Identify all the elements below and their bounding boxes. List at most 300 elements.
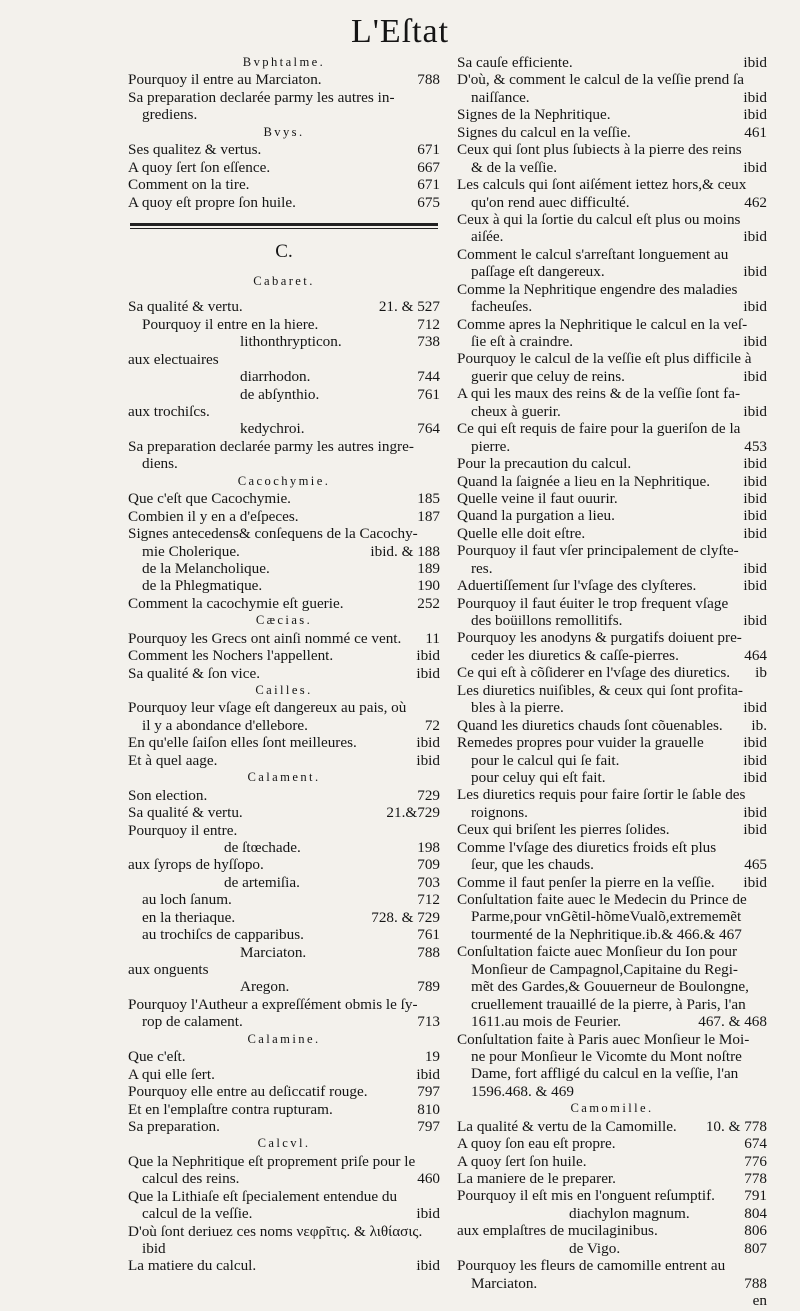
page-reference: 738 xyxy=(417,333,440,351)
index-entry xyxy=(457,926,767,943)
entry-text: Pourquoy leur vſage eſt dangereux au pais, où xyxy=(128,699,407,717)
index-entry xyxy=(128,961,440,978)
page-reference: 674 xyxy=(744,1135,767,1153)
page-reference: ibid xyxy=(743,472,767,490)
entry-text: Ceux qui briſent les pierres ſolides. ibid xyxy=(457,821,767,839)
index-entry xyxy=(457,124,767,141)
page-reference: ibid xyxy=(743,524,767,542)
page-reference: ibid. & 188 xyxy=(370,542,440,560)
index-entry xyxy=(128,159,440,176)
page-reference: 703 xyxy=(417,873,440,891)
entry-text: mẽt des Gardes,& Gouuerneur de Boulongne, xyxy=(471,978,749,996)
entry-text: aiſée. ibid xyxy=(471,228,767,246)
entry-text: Et en l'emplaſtre contra rupturam. 810 xyxy=(128,1100,440,1118)
entry-text: de la Melancholique. 189 xyxy=(142,559,440,577)
index-heading: Bvys. xyxy=(263,124,305,139)
entry-text: Comment la cacochymie eſt guerie. 252 xyxy=(128,594,440,612)
index-entry xyxy=(128,1013,440,1030)
index-entry xyxy=(128,1170,440,1187)
index-entry xyxy=(457,786,767,803)
page-reference: 797 xyxy=(417,1083,440,1101)
page-reference: 712 xyxy=(417,315,440,333)
page-reference: 789 xyxy=(417,978,440,996)
entry-text: de la Phlegmatique. 190 xyxy=(142,577,440,595)
index-entry xyxy=(128,89,440,106)
entry-text: calcul de la veſſie. ibid xyxy=(142,1205,440,1223)
index-entry xyxy=(128,699,440,716)
index-entry xyxy=(128,1188,440,1205)
index-entry xyxy=(457,159,767,176)
page-reference: 453 xyxy=(744,437,767,455)
entry-text: Pourquoy le calcul de la veſſie eſt plus difficile à xyxy=(457,350,752,368)
index-entry xyxy=(457,1187,767,1204)
page-reference: ibid xyxy=(743,577,767,595)
index-entry xyxy=(457,699,767,716)
entry-text: Ce qui eſt à cõſiderer en l'vſage des diuretics. ib xyxy=(457,664,767,682)
page-reference: ibid xyxy=(743,367,767,385)
entry-text: La maniere de le preparer. 778 xyxy=(457,1170,767,1187)
entry-text: Quelle elle doit eſtre. ibid xyxy=(457,524,767,542)
index-entry xyxy=(128,141,440,158)
page-reference: 467. & 468 xyxy=(698,1013,767,1031)
entry-text: Pourquoy il entre. xyxy=(128,821,238,839)
index-entry xyxy=(457,891,767,908)
entry-text: mie Cholerique. ibid. & 188 xyxy=(142,542,440,560)
entry-text: au loch ſanum. 712 xyxy=(142,891,440,909)
page-reference: ibid xyxy=(743,873,767,891)
index-heading: Cabaret. xyxy=(253,273,315,288)
entry-text: Aregon. 789 xyxy=(240,978,440,996)
index-entry xyxy=(457,176,767,193)
entry-text: Ceux à qui la ſortie du calcul eſt plus ou moins xyxy=(457,210,741,228)
letter-heading: C. xyxy=(275,240,293,262)
entry-text: diens. xyxy=(142,455,178,473)
index-entry xyxy=(128,856,440,873)
index-entry xyxy=(128,1205,440,1222)
entry-text: Que la Lithiaſe eſt ſpecialement entendue du xyxy=(128,1187,398,1205)
entry-text: lithonthrypticon. 738 xyxy=(240,333,440,351)
entry-text: Pourquoy elle entre au deſiccatif rouge. 797 xyxy=(128,1083,440,1101)
entry-text: Sa qualité & vertu. 21.&729 xyxy=(128,804,440,822)
right-column xyxy=(457,54,767,1310)
entry-text: pour le calcul qui ſe fait. ibid xyxy=(471,751,767,769)
entry-text: Sa preparation declarée parmy les autres in- xyxy=(128,88,395,106)
index-entry xyxy=(457,385,767,402)
entry-text: La matiere du calcul. ibid xyxy=(128,1257,440,1275)
entry-text: A qui elle ſert. ibid xyxy=(128,1065,440,1083)
entry-text: Que c'eſt. 19 xyxy=(128,1048,440,1066)
page-reference: 712 xyxy=(417,891,440,909)
entry-text: pierre. 453 xyxy=(471,437,767,455)
page-reference: ibid xyxy=(743,489,767,507)
index-heading: Calament. xyxy=(247,770,321,785)
entry-text: Pourquoy l'Autheur a expreſſément obmis le ſy- xyxy=(128,995,418,1013)
entry-text: Dame, fort affligé du calcul en la veſſie, l'an xyxy=(471,1065,739,1083)
index-entry xyxy=(128,804,440,821)
index-entry xyxy=(128,665,440,682)
index-entry xyxy=(128,386,440,403)
index-entry xyxy=(457,1135,767,1152)
entry-text: Sa preparation. 797 xyxy=(128,1117,440,1135)
index-entry xyxy=(128,787,440,804)
index-entry xyxy=(128,630,440,647)
entry-text: rop de calament. 713 xyxy=(142,1013,440,1031)
entry-text: Sa qualité & vertu. 21. & 527 xyxy=(128,298,440,316)
index-entry xyxy=(457,664,767,681)
page-reference: 761 xyxy=(417,385,440,403)
index-entry xyxy=(457,542,767,559)
page-reference: 21.&729 xyxy=(386,804,440,822)
index-heading: Bvphtalme. xyxy=(242,55,326,69)
entry-text: Pourquoy les anodyns & purgatifs doiuent pre- xyxy=(457,629,742,647)
page-reference: 19 xyxy=(424,1048,440,1066)
entry-text: A qui les maux des reins & de la veſſie ſont fa- xyxy=(457,385,741,403)
index-entry xyxy=(457,839,767,856)
entry-text: qu'on rend auec difficulté. 462 xyxy=(471,193,767,211)
page-reference: ibid xyxy=(743,821,767,839)
entry-text: diarrhodon. 744 xyxy=(240,368,440,386)
index-entry xyxy=(457,1118,767,1135)
entry-text: ibid xyxy=(142,1240,166,1257)
page-reference: ibid xyxy=(743,402,767,420)
page-reference: ibid xyxy=(743,455,767,473)
entry-text: kedychroi. 764 xyxy=(240,420,440,438)
entry-text: Comme il faut penſer la pierre en la veſſie. ibid xyxy=(457,873,767,891)
page-reference: 464 xyxy=(744,646,767,664)
entry-text: D'où, & comment le calcul de la veſſie prend ſa xyxy=(457,71,744,89)
entry-text: tourmenté de la Nephritique.ib.& 466.& 467 xyxy=(471,925,742,943)
entry-text: Son election. 729 xyxy=(128,786,440,804)
entry-text: Parme,pour vnGẽtil-hõmeVualõ,extrememẽt xyxy=(471,908,742,926)
entry-text: 1596.468. & 469 xyxy=(471,1082,574,1100)
page-reference: ibid xyxy=(416,647,440,665)
index-entry xyxy=(457,1013,767,1030)
index-entry xyxy=(128,438,440,455)
entry-text: A quoy ſon eau eſt propre. 674 xyxy=(457,1135,767,1153)
index-entry xyxy=(128,944,440,961)
index-entry xyxy=(457,141,767,158)
index-entry xyxy=(457,1153,767,1170)
index-entry xyxy=(128,420,440,437)
index-entry xyxy=(457,769,767,786)
page-reference: ibid xyxy=(416,751,440,769)
entry-text: aux electuaires xyxy=(128,350,219,368)
index-entry xyxy=(128,71,440,88)
index-heading: Cacochymie. xyxy=(237,473,331,488)
double-rule-divider xyxy=(130,223,438,229)
index-entry xyxy=(128,1048,440,1065)
index-entry xyxy=(128,490,440,507)
page-reference: 806 xyxy=(744,1222,767,1240)
index-entry xyxy=(128,874,440,891)
entry-text: aux trochiſcs. xyxy=(128,403,210,420)
index-entry xyxy=(457,717,767,734)
page-reference: ibid xyxy=(743,298,767,316)
page-reference: ibid xyxy=(743,54,767,71)
page-reference: ibid xyxy=(743,734,767,752)
entry-text: Marciaton. 788 xyxy=(240,943,440,961)
page-reference: 10. & 778 xyxy=(705,1117,767,1135)
index-entry xyxy=(457,1205,767,1222)
entry-text: Signes du calcul en la veſſie. 461 xyxy=(457,123,767,141)
entry-text: Conſultation faite à Paris auec Monſieur le Moi- xyxy=(457,1030,750,1048)
index-entry xyxy=(128,1118,440,1135)
entry-text: ſeur, que les chauds. 465 xyxy=(471,856,767,874)
index-entry xyxy=(457,194,767,211)
index-entry xyxy=(128,1223,440,1240)
page-reference: 807 xyxy=(744,1239,767,1257)
entry-text: La qualité & vertu de la Camomille. 10. & 778 xyxy=(457,1117,767,1135)
page-reference: 810 xyxy=(417,1100,440,1118)
index-entry xyxy=(128,1101,440,1118)
page-reference: ib. xyxy=(751,716,767,734)
entry-text: Pourquoy il eſt mis en l'onguent reſumptif. 791 xyxy=(457,1187,767,1205)
index-entry xyxy=(457,1031,767,1048)
index-entry xyxy=(457,647,767,664)
page-reference: 189 xyxy=(417,559,440,577)
page-reference: 462 xyxy=(744,193,767,211)
index-entry xyxy=(457,263,767,280)
page-reference: 797 xyxy=(417,1117,440,1135)
page-reference: 190 xyxy=(417,577,440,595)
index-entry xyxy=(128,734,440,751)
entry-text: A quoy ſert ſon eſſence. 667 xyxy=(128,158,440,176)
page-reference: 776 xyxy=(744,1152,767,1170)
page-reference: ibid xyxy=(416,1065,440,1083)
index-entry xyxy=(457,1048,767,1065)
entry-text: Monſieur de Campagnol,Capitaine du Regi- xyxy=(471,960,738,978)
index-entry xyxy=(128,595,440,612)
page-reference: 72 xyxy=(424,716,440,734)
entry-text: Les diuretics requis pour faire ſortir le ſable des xyxy=(457,786,746,804)
index-entry xyxy=(128,909,440,926)
index-entry xyxy=(128,1240,440,1257)
entry-text: Et à quel aage. ibid xyxy=(128,751,440,769)
index-entry xyxy=(128,891,440,908)
index-entry xyxy=(457,1222,767,1239)
index-entry xyxy=(128,543,440,560)
index-entry xyxy=(457,455,767,472)
entry-text: Comment le calcul s'arreſtant longuement au xyxy=(457,245,729,263)
index-entry xyxy=(457,298,767,315)
index-entry xyxy=(457,560,767,577)
index-entry xyxy=(457,577,767,594)
page-reference: 667 xyxy=(417,158,440,176)
page-reference: 460 xyxy=(417,1170,440,1188)
entry-text: ne pour Monſieur le Vicomte du Mont noſtre xyxy=(471,1047,742,1065)
page-reference: ibid xyxy=(743,333,767,350)
index-entry xyxy=(128,333,440,350)
entry-text: Combien il y en a d'eſpeces. 187 xyxy=(128,507,440,525)
index-entry xyxy=(457,1065,767,1082)
index-entry xyxy=(128,403,440,420)
index-entry xyxy=(457,1170,767,1187)
entry-text: Quand la ſaignée a lieu en la Nephritique. ibid xyxy=(457,472,767,490)
index-entry xyxy=(128,298,440,315)
index-entry xyxy=(457,281,767,298)
page-reference: 709 xyxy=(417,856,440,874)
entry-text: Pourquoy il entre au Marciaton. 788 xyxy=(128,71,440,89)
index-entry xyxy=(128,455,440,472)
entry-text: Quelle veine il faut ouurir. ibid xyxy=(457,489,767,507)
spacer xyxy=(128,290,440,298)
index-entry xyxy=(457,368,767,385)
page-reference: ibid xyxy=(743,699,767,717)
index-entry xyxy=(128,1066,440,1083)
index-entry xyxy=(457,473,767,490)
index-entry xyxy=(128,106,440,123)
entry-text: Pourquoy il entre en la hiere. 712 xyxy=(142,315,440,333)
entry-text: Aduertiſſement ſur l'vſage des clyſteres. ibid xyxy=(457,577,767,595)
entry-text: Sa qualité & ſon vice. ibid xyxy=(128,664,440,682)
entry-text: paſſage eſt dangereux. ibid xyxy=(471,263,767,281)
index-entry xyxy=(457,1257,767,1274)
page-reference: ibid xyxy=(416,664,440,682)
index-entry xyxy=(128,1153,440,1170)
index-entry xyxy=(457,228,767,245)
index-entry xyxy=(128,717,440,734)
index-entry xyxy=(457,316,767,333)
index-entry xyxy=(128,926,440,943)
index-entry xyxy=(457,1240,767,1257)
page-reference: 788 xyxy=(744,1274,767,1292)
entry-text: & de la veſſie. ibid xyxy=(471,158,767,176)
page-reference: ibid xyxy=(743,263,767,281)
page-reference: 713 xyxy=(417,1013,440,1031)
entry-text: guerir que celuy de reins. ibid xyxy=(471,367,767,385)
index-entry xyxy=(457,350,767,367)
index-entry xyxy=(457,89,767,106)
page-reference: ibid xyxy=(743,507,767,525)
index-entry xyxy=(457,246,767,263)
page-header-title: L'Eſtat xyxy=(350,13,450,50)
page-reference: 728. & 729 xyxy=(371,908,440,926)
entry-text: En qu'elle ſaiſon elles ſont meilleures. ibid xyxy=(128,734,440,752)
page-reference: ibid xyxy=(743,88,767,106)
index-entry xyxy=(128,351,440,368)
entry-text: Ses qualitez & vertus. 671 xyxy=(128,141,440,159)
index-entry xyxy=(457,54,767,71)
entry-text: Comment les Nochers l'appellent. ibid xyxy=(128,647,440,665)
index-entry xyxy=(457,943,767,960)
entry-text: Comme l'vſage des diuretics froids eſt plus xyxy=(457,838,717,856)
index-entry xyxy=(457,525,767,542)
entry-text: aux emplaſtres de mucilaginibus. 806 xyxy=(457,1222,767,1240)
index-entry xyxy=(128,508,440,525)
index-heading: Calcvl. xyxy=(257,1136,311,1151)
page-reference: 675 xyxy=(417,193,440,211)
index-entry xyxy=(457,507,767,524)
index-entry xyxy=(128,647,440,664)
entry-text: cruellement trauaillé de la pierre, à Paris, l'an xyxy=(471,995,746,1013)
entry-text: Ceux qui ſont plus ſubiects à la pierre des reins xyxy=(457,141,742,159)
entry-text: de ſtœchade. 198 xyxy=(224,838,440,856)
entry-text: Sa cauſe efficiente. ibid xyxy=(457,54,767,71)
index-entry xyxy=(128,839,440,856)
entry-text: Signes antecedens& conſequens de la Cacochy- xyxy=(128,525,418,543)
entry-text: Conſultation faicte auec Monſieur du Ion pour xyxy=(457,943,738,961)
entry-text: Sa preparation declarée parmy les autres ingre- xyxy=(128,437,414,455)
entry-text: Comme la Nephritique engendre des maladies xyxy=(457,280,738,298)
index-entry xyxy=(457,1275,767,1292)
index-heading: Cailles. xyxy=(255,683,313,697)
entry-text: Pourquoy les fleurs de camomille entrent au xyxy=(457,1257,726,1275)
page-reference: 804 xyxy=(744,1204,767,1222)
index-entry xyxy=(128,996,440,1013)
index-entry xyxy=(128,577,440,594)
index-entry xyxy=(457,211,767,228)
page-reference: ibid xyxy=(743,158,767,176)
page-reference: ibid xyxy=(416,1257,440,1275)
page-reference: ibid xyxy=(416,1205,440,1223)
index-entry xyxy=(457,71,767,88)
entry-text: des boüillons remollitifs. ibid xyxy=(471,612,767,629)
page-reference: 185 xyxy=(417,490,440,508)
entry-text: facheuſes. ibid xyxy=(471,298,767,316)
index-entry xyxy=(128,1083,440,1100)
entry-text: calcul des reins. 460 xyxy=(142,1170,440,1188)
index-entry xyxy=(457,106,767,123)
index-entry xyxy=(128,752,440,769)
index-entry xyxy=(457,682,767,699)
index-entry xyxy=(457,612,767,629)
index-entry xyxy=(128,176,440,193)
page-reference: ib xyxy=(755,664,767,682)
page-reference: ibid xyxy=(416,734,440,752)
index-heading: Calamine. xyxy=(247,1031,321,1046)
page-reference: 788 xyxy=(417,71,440,89)
page-reference: 671 xyxy=(417,176,440,194)
entry-text: aux onguents xyxy=(128,961,209,978)
page-reference: ibid xyxy=(743,768,767,786)
entry-text: Pourquoy les Grecs ont ainſi nommé ce vent. 11 xyxy=(128,629,440,647)
page-reference: 729 xyxy=(417,786,440,804)
entry-text: en la theriaque. 728. & 729 xyxy=(142,908,440,926)
entry-text: de abſynthio. 761 xyxy=(240,385,440,403)
entry-text: aux ſyrops de hyſſopo. 709 xyxy=(128,856,440,874)
page-reference: 461 xyxy=(744,123,767,141)
entry-text: bles à la pierre. ibid xyxy=(471,699,767,717)
page-reference: 671 xyxy=(417,141,440,159)
index-entry xyxy=(128,368,440,385)
entry-text: A quoy eſt propre ſon huile. 675 xyxy=(128,193,440,211)
index-entry xyxy=(128,1257,440,1274)
entry-text: Quand les diuretics chauds ſont cõuenables. ib. xyxy=(457,716,767,734)
page-reference: 778 xyxy=(744,1170,767,1187)
index-entry xyxy=(457,874,767,891)
page-reference: 187 xyxy=(417,507,440,525)
page-reference: 21. & 527 xyxy=(378,298,440,316)
page-reference: ibid xyxy=(743,559,767,577)
entry-text: Comme apres la Nephritique le calcul en la veſ- xyxy=(457,315,748,333)
entry-text: roignons. ibid xyxy=(471,803,767,821)
index-entry xyxy=(457,403,767,420)
page-reference: ibid xyxy=(743,228,767,246)
entry-text: Comment on la tire. 671 xyxy=(128,176,440,194)
entry-text: Conſultation faite auec le Medecin du Prince de xyxy=(457,891,747,908)
index-entry xyxy=(457,734,767,751)
index-entry xyxy=(128,194,440,211)
page-reference: 252 xyxy=(417,594,440,612)
entry-text: Pourquoy il faut vſer principalement de clyſte- xyxy=(457,542,739,560)
page-reference: ibid xyxy=(743,106,767,124)
entry-text: Que la Nephritique eſt proprement priſe pour le xyxy=(128,1152,416,1170)
entry-text: naiſſance. ibid xyxy=(471,88,767,106)
index-entry xyxy=(457,856,767,873)
entry-text: Remedes propres pour vuider la grauelle ibid xyxy=(457,734,767,752)
page-reference: 761 xyxy=(417,926,440,944)
index-entry xyxy=(457,804,767,821)
